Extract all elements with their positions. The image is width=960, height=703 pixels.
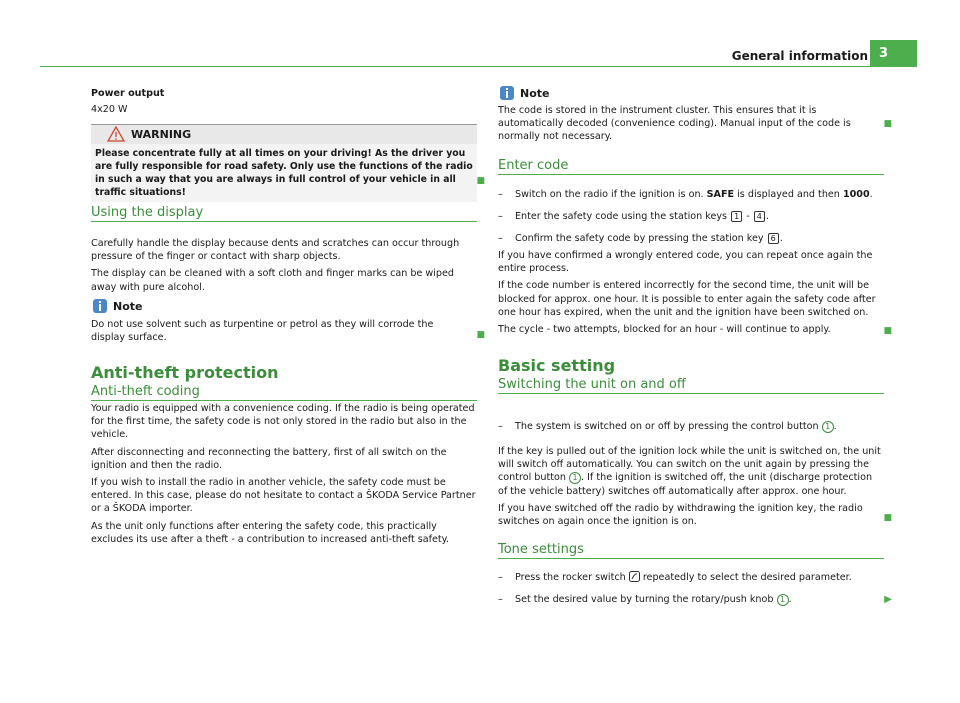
section-end-marker: ■ (476, 330, 485, 340)
list-dash: – (498, 572, 503, 583)
note-title: Note (113, 300, 143, 313)
station-key: 1 (731, 211, 742, 222)
list-item: – Press the rocker switch repeatedly to select the desired parameter. (498, 572, 852, 583)
list-item: – Switch on the radio if the ignition is on. SAFE is displayed and then 1000. (498, 189, 873, 200)
info-icon (92, 298, 108, 314)
heading-using-display: Using the display (91, 205, 204, 220)
switch-paragraph-2: If you have switched off the radio by withdrawing the ignition key, the radio switches on again once the ignition is on. (498, 502, 863, 528)
coding-paragraph-2: After disconnecting and reconnecting the battery, first of all switch on the ignition and then the radio. (91, 446, 447, 471)
warning-header (91, 125, 477, 144)
switch-paragraph-1: If the key is pulled out of the ignition lock while the unit is switched on, the unit will switch off automatically. You can switch on the unit again by pressing the control button 1 . If the ignition is switched off, the unit (discharge protection of the vehicle battery) switches off automatically after approx. one hour. (498, 446, 881, 497)
list-item: – The system is switched on or off by pressing the control button 1 . (498, 421, 837, 432)
control-button-ref: 1 (569, 472, 581, 484)
section-end-marker: ■ (883, 513, 892, 523)
note-header (91, 300, 477, 316)
list-item: – Set the desired value by turning the rotary/push knob 1 . (498, 594, 792, 606)
heading-switching: Switching the unit on and off (498, 377, 686, 393)
list-item: – Enter the safety code using the station keys 1 - 4 . (498, 211, 769, 223)
heading-basic-setting: Basic setting (498, 356, 616, 375)
warning-icon (107, 126, 125, 142)
list-dash: – (498, 421, 503, 432)
note-title: Note (520, 87, 550, 100)
warning-text: Please concentrate fully at all times on your driving! As the driver you are fully responsible for road safety. Only use the functions of the radio in such a way that you are always in full control of your vehicle in all traffic situations! (91, 144, 477, 202)
heading-tone-settings: Tone settings (498, 542, 584, 557)
section-end-marker: ■ (883, 326, 892, 336)
rocker-switch-icon (629, 571, 640, 582)
heading-enter-code: Enter code (498, 158, 569, 173)
page-number: 3 (870, 40, 917, 67)
display-paragraph-1: Carefully handle the display because dents and scratches can occur through pressure of the finger or contact with sharp objects. (91, 238, 460, 263)
heading-anti-theft-protection: Anti-theft protection (91, 363, 279, 382)
warning-title: WARNING (131, 128, 192, 141)
note-text: The code is stored in the instrument cluster. This ensures that it is automatically decoded (convenience coding). Manual input of the code is normally not necessary. (498, 105, 851, 143)
list-dash: – (498, 233, 503, 245)
heading-rule (498, 174, 884, 175)
display-paragraph-2: The display can be cleaned with a soft cloth and finger marks can be wiped away with pure alcohol. (91, 268, 454, 293)
note-header (498, 87, 884, 103)
heading-rule (498, 558, 884, 559)
note-text: Do not use solvent such as turpentine or petrol as they will corrode the display surface. (91, 319, 434, 344)
power-output-value: 4x20 W (91, 104, 128, 116)
info-icon (499, 85, 515, 101)
coding-paragraph-1: Your radio is equipped with a convenience coding. If the radio is being operated for the first time, the safety code is not only stored in the radio but also in the vehicle. (91, 403, 475, 441)
station-key: 6 (768, 233, 779, 244)
heading-rule (91, 221, 477, 222)
coding-paragraph-3: If you wish to install the radio in another vehicle, the safety code must be entered. In this case, please do not hesitate to contact a ŠKODA Service Partner or a ŠKODA importer. (91, 477, 476, 515)
section-end-marker: ■ (883, 119, 892, 129)
page-header-title: General information (731, 49, 868, 63)
warning-box (91, 124, 477, 202)
heading-rule (498, 393, 884, 394)
continue-arrow-icon: ▶ (884, 594, 892, 605)
list-dash: – (498, 211, 503, 223)
heading-anti-theft-coding: Anti-theft coding (91, 384, 200, 400)
coding-paragraph-4: As the unit only functions after entering the safety code, this practically excludes its use after a theft - a contribution to increased anti-theft safety. (91, 520, 450, 545)
list-item: – Confirm the safety code by pressing the station key 6 . (498, 233, 783, 245)
list-dash: – (498, 189, 503, 200)
enter-paragraph-2: If the code number is entered incorrectly for the second time, the unit will be blocked for approx. one hour. It is possible to enter again the safety code after one hour has expired, when the unit and the ignition have been switched on. (498, 280, 876, 318)
section-end-marker: ■ (476, 176, 485, 186)
header-rule (40, 66, 880, 67)
control-button-ref: 1 (822, 421, 834, 433)
enter-paragraph-3: The cycle - two attempts, blocked for an hour - will continue to apply. (498, 324, 831, 336)
enter-paragraph-1: If you have confirmed a wrongly entered code, you can repeat once again the entire process. (498, 250, 873, 275)
control-button-ref: 1 (777, 594, 789, 606)
power-output-label: Power output (91, 88, 165, 99)
list-dash: – (498, 594, 503, 606)
station-key: 4 (754, 211, 765, 222)
